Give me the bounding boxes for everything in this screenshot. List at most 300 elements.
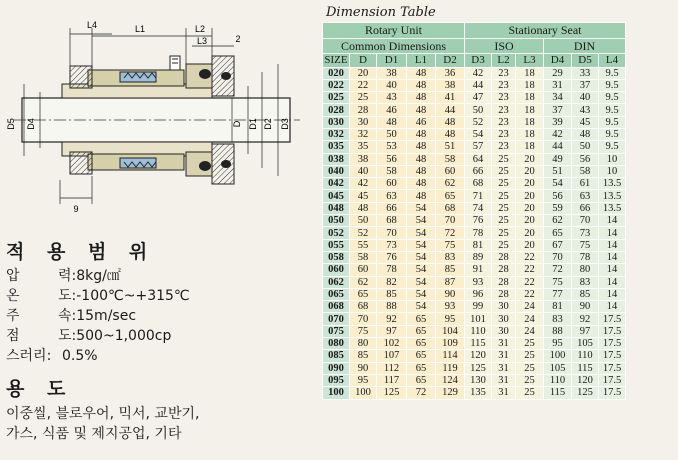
size-cell: 020 <box>323 67 350 79</box>
table-cell: 71 <box>465 190 492 202</box>
table-cell: 48 <box>407 92 436 104</box>
table-cell: 48 <box>436 128 465 140</box>
size-cell: 028 <box>323 104 350 116</box>
table-cell: 59 <box>544 202 572 214</box>
table-cell: 25 <box>516 350 544 362</box>
table-row <box>323 338 626 350</box>
table-cell: 13.5 <box>599 190 626 202</box>
table-cell: 36 <box>436 67 465 79</box>
table-cell: 107 <box>377 350 407 362</box>
size-cell: 025 <box>323 92 350 104</box>
rotary-unit-header: Rotary Unit <box>323 23 465 39</box>
column-header: L3 <box>516 54 544 68</box>
table-cell: 90 <box>436 288 465 300</box>
table-cell: 20 <box>516 215 544 227</box>
table-cell: 18 <box>516 92 544 104</box>
size-cell: 085 <box>323 350 350 362</box>
spec-label: 압 <box>6 268 32 284</box>
table-cell: 14 <box>599 215 626 227</box>
table-cell: 25 <box>492 178 516 190</box>
table-cell: 65 <box>407 313 436 325</box>
table-cell: 101 <box>465 313 492 325</box>
table-cell: 24 <box>516 325 544 337</box>
table-cell: 23 <box>492 79 516 91</box>
table-row <box>323 116 626 128</box>
table-cell: 23 <box>492 116 516 128</box>
spec-label: 온 <box>6 288 32 304</box>
table-cell: 73 <box>572 227 599 239</box>
table-cell: 56 <box>572 153 599 165</box>
table-cell: 42 <box>350 178 377 190</box>
spec-line <box>6 306 190 326</box>
table-cell: 83 <box>436 251 465 263</box>
table-row <box>323 141 626 153</box>
table-cell: 125 <box>572 387 599 399</box>
table-cell: 70 <box>350 313 377 325</box>
table-cell: 32 <box>350 128 377 140</box>
table-cell: 14 <box>599 264 626 276</box>
column-header: L1 <box>407 54 436 68</box>
table-cell: 24 <box>516 313 544 325</box>
table-cell: 25 <box>516 374 544 386</box>
table-row <box>323 153 626 165</box>
table-cell: 52 <box>350 227 377 239</box>
table-cell: 20 <box>516 239 544 251</box>
table-cell: 28 <box>492 251 516 263</box>
table-cell: 25 <box>492 227 516 239</box>
size-cell: 062 <box>323 276 350 288</box>
size-cell: 080 <box>323 338 350 350</box>
dim-label-l3: L3 <box>196 36 208 46</box>
table-row <box>323 350 626 362</box>
table-cell: 54 <box>465 128 492 140</box>
table-cell: 60 <box>436 165 465 177</box>
table-cell: 58 <box>436 153 465 165</box>
table-cell: 25 <box>492 165 516 177</box>
table-cell: 25 <box>492 202 516 214</box>
table-cell: 125 <box>465 362 492 374</box>
usage-line: 이중씰, 블로우어, 믹서, 교반기, <box>6 406 200 422</box>
column-header: D <box>350 54 377 68</box>
table-cell: 20 <box>516 202 544 214</box>
seal-cross-section-drawing <box>0 0 310 225</box>
table-row <box>323 288 626 300</box>
table-cell: 24 <box>516 301 544 313</box>
table-cell: 93 <box>436 301 465 313</box>
table-cell: 97 <box>572 325 599 337</box>
size-cell: 100 <box>323 387 350 399</box>
iso-header: ISO <box>465 38 544 54</box>
table-cell: 75 <box>544 276 572 288</box>
table-cell: 100 <box>350 387 377 399</box>
table-cell: 88 <box>544 325 572 337</box>
table-cell: 64 <box>465 153 492 165</box>
table-cell: 70 <box>436 215 465 227</box>
table-cell: 97 <box>377 325 407 337</box>
spec-label: 스러리: <box>6 348 52 364</box>
size-cell: 032 <box>323 128 350 140</box>
table-cell: 49 <box>544 153 572 165</box>
table-cell: 28 <box>350 104 377 116</box>
dimension-table <box>322 22 626 400</box>
table-row <box>323 301 626 313</box>
table-cell: 109 <box>436 338 465 350</box>
table-cell: 25 <box>516 362 544 374</box>
table-row <box>323 67 626 79</box>
table-cell: 65 <box>407 362 436 374</box>
table-cell: 89 <box>465 251 492 263</box>
table-cell: 105 <box>572 338 599 350</box>
table-cell: 104 <box>436 325 465 337</box>
table-cell: 68 <box>436 202 465 214</box>
table-cell: 76 <box>465 215 492 227</box>
table-cell: 85 <box>350 350 377 362</box>
table-cell: 38 <box>377 67 407 79</box>
table-cell: 38 <box>436 79 465 91</box>
table-cell: 25 <box>492 153 516 165</box>
table-cell: 129 <box>436 387 465 399</box>
table-cell: 75 <box>436 239 465 251</box>
table-cell: 20 <box>516 227 544 239</box>
dim-label-d4: D4 <box>26 118 36 130</box>
table-row <box>323 239 626 251</box>
spec-value: 도:500~1,000cp <box>58 328 172 344</box>
size-cell: 050 <box>323 215 350 227</box>
table-cell: 47 <box>465 92 492 104</box>
table-cell: 17.5 <box>599 338 626 350</box>
table-cell: 35 <box>350 141 377 153</box>
table-cell: 18 <box>516 128 544 140</box>
table-cell: 23 <box>492 141 516 153</box>
table-cell: 51 <box>544 165 572 177</box>
size-cell: 035 <box>323 141 350 153</box>
table-cell: 29 <box>544 67 572 79</box>
table-cell: 110 <box>544 374 572 386</box>
table-cell: 22 <box>516 288 544 300</box>
size-cell: 065 <box>323 288 350 300</box>
table-cell: 70 <box>377 227 407 239</box>
table-cell: 65 <box>407 338 436 350</box>
table-cell: 102 <box>377 338 407 350</box>
table-cell: 14 <box>599 251 626 263</box>
usage-list <box>6 404 199 444</box>
din-header: DIN <box>544 38 626 54</box>
table-cell: 17.5 <box>599 374 626 386</box>
table-row <box>323 79 626 91</box>
table-row <box>323 202 626 214</box>
size-cell: 090 <box>323 362 350 374</box>
table-row <box>323 313 626 325</box>
column-header: D2 <box>436 54 465 68</box>
table-cell: 60 <box>377 178 407 190</box>
table-cell: 68 <box>350 301 377 313</box>
table-cell: 54 <box>407 215 436 227</box>
table-cell: 135 <box>465 387 492 399</box>
table-cell: 72 <box>436 227 465 239</box>
table-cell: 115 <box>465 338 492 350</box>
table-cell: 130 <box>465 374 492 386</box>
table-cell: 62 <box>436 178 465 190</box>
table-cell: 14 <box>599 288 626 300</box>
table-cell: 22 <box>350 79 377 91</box>
table-cell: 48 <box>407 104 436 116</box>
table-cell: 14 <box>599 301 626 313</box>
table-cell: 125 <box>377 387 407 399</box>
table-row <box>323 190 626 202</box>
table-cell: 83 <box>572 276 599 288</box>
table-cell: 18 <box>516 104 544 116</box>
table-cell: 68 <box>377 215 407 227</box>
table-cell: 9.5 <box>599 104 626 116</box>
table-title: Dimension Table <box>326 5 436 20</box>
table-cell: 112 <box>377 362 407 374</box>
column-header-row <box>323 54 626 68</box>
table-cell: 110 <box>572 350 599 362</box>
table-row <box>323 387 626 399</box>
table-cell: 92 <box>572 313 599 325</box>
common-dimensions-header: Common Dimensions <box>323 38 465 54</box>
table-cell: 9.5 <box>599 79 626 91</box>
spec-line <box>6 286 190 306</box>
table-cell: 99 <box>465 301 492 313</box>
size-cell: 022 <box>323 79 350 91</box>
table-cell: 119 <box>436 362 465 374</box>
table-cell: 58 <box>350 251 377 263</box>
table-cell: 37 <box>544 104 572 116</box>
table-cell: 42 <box>544 128 572 140</box>
table-cell: 53 <box>377 141 407 153</box>
table-cell: 54 <box>544 178 572 190</box>
table-cell: 120 <box>572 374 599 386</box>
table-cell: 83 <box>544 313 572 325</box>
size-cell: 040 <box>323 165 350 177</box>
table-cell: 23 <box>492 128 516 140</box>
table-cell: 33 <box>572 67 599 79</box>
dim-label-d3: D3 <box>280 118 290 130</box>
table-cell: 28 <box>492 288 516 300</box>
table-cell: 48 <box>377 116 407 128</box>
table-cell: 31 <box>544 79 572 91</box>
table-cell: 20 <box>516 178 544 190</box>
spec-line <box>6 326 190 346</box>
stationary-seat-header: Stationary Seat <box>465 23 626 39</box>
table-cell: 39 <box>544 116 572 128</box>
table-cell: 40 <box>350 165 377 177</box>
table-row <box>323 178 626 190</box>
table-row <box>323 362 626 374</box>
table-cell: 18 <box>516 116 544 128</box>
table-cell: 23 <box>492 92 516 104</box>
table-cell: 75 <box>572 239 599 251</box>
dim-label-9: 9 <box>73 204 79 214</box>
table-cell: 48 <box>407 141 436 153</box>
table-cell: 48 <box>407 128 436 140</box>
table-cell: 28 <box>492 276 516 288</box>
usage-title: 용 도 <box>6 378 74 400</box>
table-cell: 18 <box>516 67 544 79</box>
size-cell: 048 <box>323 202 350 214</box>
table-cell: 95 <box>350 374 377 386</box>
table-cell: 25 <box>492 215 516 227</box>
size-cell: 058 <box>323 251 350 263</box>
table-cell: 62 <box>350 276 377 288</box>
spec-line <box>6 346 190 366</box>
dim-label-d1: D1 <box>248 118 258 130</box>
table-cell: 9.5 <box>599 128 626 140</box>
table-cell: 48 <box>407 165 436 177</box>
table-cell: 17.5 <box>599 387 626 399</box>
table-cell: 25 <box>350 92 377 104</box>
table-cell: 44 <box>544 141 572 153</box>
table-cell: 63 <box>377 190 407 202</box>
table-cell: 43 <box>377 92 407 104</box>
table-cell: 54 <box>407 301 436 313</box>
table-cell: 14 <box>599 239 626 251</box>
dim-label-l4: L4 <box>86 20 98 30</box>
table-cell: 13.5 <box>599 178 626 190</box>
table-cell: 50 <box>350 215 377 227</box>
table-cell: 50 <box>465 104 492 116</box>
table-cell: 9.5 <box>599 92 626 104</box>
table-cell: 58 <box>572 165 599 177</box>
table-cell: 90 <box>572 301 599 313</box>
table-cell: 58 <box>377 165 407 177</box>
size-cell: 060 <box>323 264 350 276</box>
table-cell: 37 <box>572 79 599 91</box>
table-cell: 31 <box>492 338 516 350</box>
table-cell: 95 <box>544 338 572 350</box>
table-cell: 60 <box>350 264 377 276</box>
table-cell: 25 <box>492 239 516 251</box>
column-header: SIZE <box>324 53 348 66</box>
table-row <box>323 92 626 104</box>
table-cell: 74 <box>465 202 492 214</box>
table-cell: 93 <box>465 276 492 288</box>
table-cell: 61 <box>572 178 599 190</box>
table-cell: 25 <box>516 387 544 399</box>
table-cell: 20 <box>516 153 544 165</box>
table-cell: 31 <box>492 362 516 374</box>
column-header: D3 <box>465 54 492 68</box>
table-cell: 22 <box>516 276 544 288</box>
table-cell: 114 <box>436 350 465 362</box>
table-cell: 51 <box>436 141 465 153</box>
table-cell: 38 <box>350 153 377 165</box>
table-cell: 31 <box>492 374 516 386</box>
table-row <box>323 128 626 140</box>
table-cell: 40 <box>377 79 407 91</box>
size-cell: 070 <box>323 313 350 325</box>
table-cell: 23 <box>492 104 516 116</box>
table-cell: 105 <box>544 362 572 374</box>
table-cell: 17.5 <box>599 362 626 374</box>
table-cell: 81 <box>544 301 572 313</box>
dim-label-l1: L1 <box>134 24 146 34</box>
table-cell: 66 <box>572 202 599 214</box>
table-cell: 95 <box>436 313 465 325</box>
table-cell: 70 <box>572 215 599 227</box>
table-cell: 44 <box>436 104 465 116</box>
table-cell: 28 <box>492 264 516 276</box>
size-cell: 038 <box>323 153 350 165</box>
table-cell: 110 <box>465 325 492 337</box>
table-cell: 65 <box>407 374 436 386</box>
table-row <box>323 251 626 263</box>
dim-label-2: 2 <box>235 34 241 44</box>
table-cell: 9.5 <box>599 67 626 79</box>
table-cell: 45 <box>350 190 377 202</box>
subgroup-header-row <box>323 38 626 54</box>
table-cell: 14 <box>599 227 626 239</box>
table-cell: 54 <box>407 276 436 288</box>
table-cell: 65 <box>350 288 377 300</box>
table-cell: 56 <box>377 153 407 165</box>
table-cell: 52 <box>465 116 492 128</box>
table-cell: 41 <box>436 92 465 104</box>
table-cell: 40 <box>572 92 599 104</box>
table-cell: 91 <box>465 264 492 276</box>
spec-label: 점 <box>6 328 32 344</box>
dim-label-d: D <box>232 120 242 128</box>
table-cell: 54 <box>407 202 436 214</box>
table-cell: 70 <box>544 251 572 263</box>
table-cell: 63 <box>572 190 599 202</box>
table-cell: 22 <box>516 264 544 276</box>
table-cell: 124 <box>436 374 465 386</box>
table-cell: 30 <box>492 301 516 313</box>
table-cell: 17.5 <box>599 350 626 362</box>
table-cell: 46 <box>377 104 407 116</box>
table-cell: 76 <box>377 251 407 263</box>
table-cell: 44 <box>465 79 492 91</box>
dim-label-d2: D2 <box>263 118 273 130</box>
table-cell: 48 <box>407 190 436 202</box>
table-cell: 17.5 <box>599 313 626 325</box>
size-cell: 042 <box>323 178 350 190</box>
table-cell: 48 <box>572 128 599 140</box>
dim-label-l2: L2 <box>194 24 206 34</box>
table-cell: 78 <box>377 264 407 276</box>
column-header: L2 <box>492 54 516 68</box>
table-cell: 96 <box>465 288 492 300</box>
application-range-list <box>6 266 190 366</box>
table-cell: 65 <box>407 350 436 362</box>
table-cell: 88 <box>377 301 407 313</box>
table-row <box>323 165 626 177</box>
size-cell: 045 <box>323 190 350 202</box>
table-row <box>323 325 626 337</box>
table-cell: 20 <box>516 190 544 202</box>
table-cell: 56 <box>544 190 572 202</box>
application-range-title: 적 용 범 위 <box>6 241 156 263</box>
table-cell: 87 <box>436 276 465 288</box>
size-cell: 095 <box>323 374 350 386</box>
table-cell: 90 <box>350 362 377 374</box>
table-cell: 20 <box>350 67 377 79</box>
spec-value: 속:15m/sec <box>58 308 137 324</box>
table-cell: 22 <box>516 251 544 263</box>
column-header: D1 <box>377 54 407 68</box>
table-cell: 72 <box>407 387 436 399</box>
size-cell: 030 <box>323 116 350 128</box>
table-cell: 68 <box>465 178 492 190</box>
table-cell: 92 <box>377 313 407 325</box>
table-cell: 115 <box>572 362 599 374</box>
table-row <box>323 227 626 239</box>
group-header-row <box>323 23 626 39</box>
table-row <box>323 104 626 116</box>
table-cell: 48 <box>407 153 436 165</box>
